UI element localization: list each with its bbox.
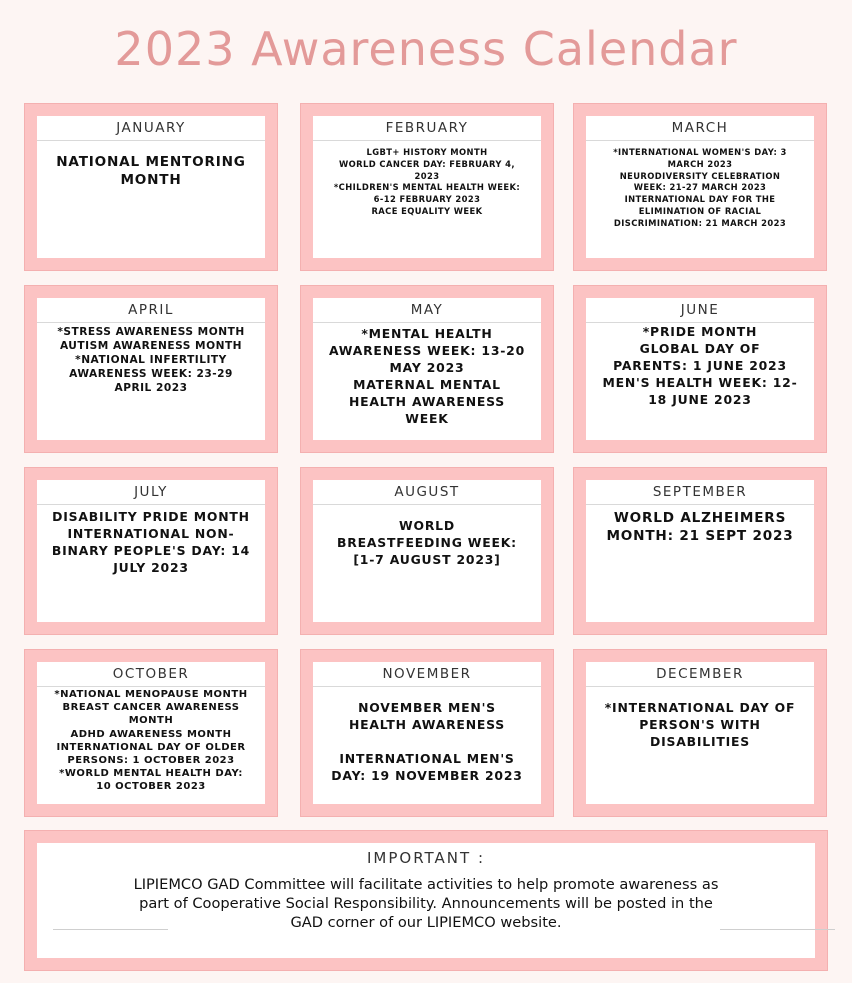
month-label: JULY bbox=[37, 480, 265, 505]
month-card-september bbox=[573, 467, 827, 635]
month-label: APRIL bbox=[37, 298, 265, 323]
month-card-august bbox=[300, 467, 554, 635]
month-card-march bbox=[573, 103, 827, 271]
month-label: NOVEMBER bbox=[313, 662, 541, 687]
month-card-june bbox=[573, 285, 827, 453]
month-events: LGBT+ HISTORY MONTH WORLD CANCER DAY: FEBRUARY 4, 2023 *CHILDREN'S MENTAL HEALTH WEEK: 6-12 FEBRUARY 2023 RACE EQUALITY WEEK bbox=[333, 147, 521, 216]
month-label: OCTOBER bbox=[37, 662, 265, 687]
month-events: *NATIONAL MENOPAUSE MONTH BREAST CANCER AWARENESS MONTH ADHD AWARENESS MONTH INTERNATIONAL DAY OF OLDER PERSONS: 1 OCTOBER 2023 *WORLD MENTAL HEALTH DAY: 10 OCTOBER 2023 bbox=[54, 689, 248, 793]
month-card-november bbox=[300, 649, 554, 817]
month-label: JANUARY bbox=[37, 116, 265, 141]
month-events: *PRIDE MONTH GLOBAL DAY OF PARENTS: 1 JUNE 2023 MEN'S HEALTH WEEK: 12- 18 JUNE 2023 bbox=[602, 324, 798, 407]
month-label: DECEMBER bbox=[586, 662, 814, 687]
month-card-july bbox=[24, 467, 278, 635]
important-text: LIPIEMCO GAD Committee will facilitate activities to help promote awareness as part of Cooperative Social Responsibility. Announcements will be posted in the GAD corner of our LIPIEMCO website. bbox=[133, 876, 719, 931]
month-card-april bbox=[24, 285, 278, 453]
month-label: MAY bbox=[313, 298, 541, 323]
month-label: JUNE bbox=[586, 298, 814, 323]
month-card-october bbox=[24, 649, 278, 817]
month-card-december bbox=[573, 649, 827, 817]
divider-right bbox=[720, 929, 835, 930]
month-events: WORLD ALZHEIMERS MONTH: 21 SEPT 2023 bbox=[606, 510, 794, 544]
month-label: FEBRUARY bbox=[313, 116, 541, 141]
month-events: *INTERNATIONAL WOMEN'S DAY: 3 MARCH 2023 NEURODIVERSITY CELEBRATION WEEK: 21-27 MARCH 2023 INTERNATIONAL DAY FOR THE ELIMINATION OF RACIAL DISCRIMINATION: 21 MARCH 2023 bbox=[613, 147, 787, 228]
month-events: *STRESS AWARENESS MONTH AUTISM AWARENESS MONTH *NATIONAL INFERTILITY AWARENESS WEEK: 23-29 APRIL 2023 bbox=[57, 326, 245, 394]
month-card-may bbox=[300, 285, 554, 453]
month-events: NOVEMBER MEN'S HEALTH AWARENESS INTERNATIONAL MEN'S DAY: 19 NOVEMBER 2023 bbox=[331, 700, 523, 783]
month-label: MARCH bbox=[586, 116, 814, 141]
month-label: AUGUST bbox=[313, 480, 541, 505]
month-events: WORLD BREASTFEEDING WEEK: [1-7 AUGUST 2023] bbox=[337, 518, 517, 567]
month-card-february bbox=[300, 103, 554, 271]
page-title: 2023 Awareness Calendar bbox=[114, 22, 738, 76]
important-heading: IMPORTANT : bbox=[366, 849, 485, 867]
month-events: *INTERNATIONAL DAY OF PERSON'S WITH DISABILITIES bbox=[604, 700, 796, 749]
month-events: NATIONAL MENTORING MONTH bbox=[56, 154, 246, 188]
divider-left bbox=[53, 929, 168, 930]
important-notice bbox=[24, 830, 828, 971]
month-card-january bbox=[24, 103, 278, 271]
month-label: SEPTEMBER bbox=[586, 480, 814, 505]
month-events: *MENTAL HEALTH AWARENESS WEEK: 13-20 MAY 2023 MATERNAL MENTAL HEALTH AWARENESS WEEK bbox=[328, 326, 526, 426]
month-events: DISABILITY PRIDE MONTH INTERNATIONAL NON- BINARY PEOPLE'S DAY: 14 JULY 2023 bbox=[51, 509, 251, 575]
